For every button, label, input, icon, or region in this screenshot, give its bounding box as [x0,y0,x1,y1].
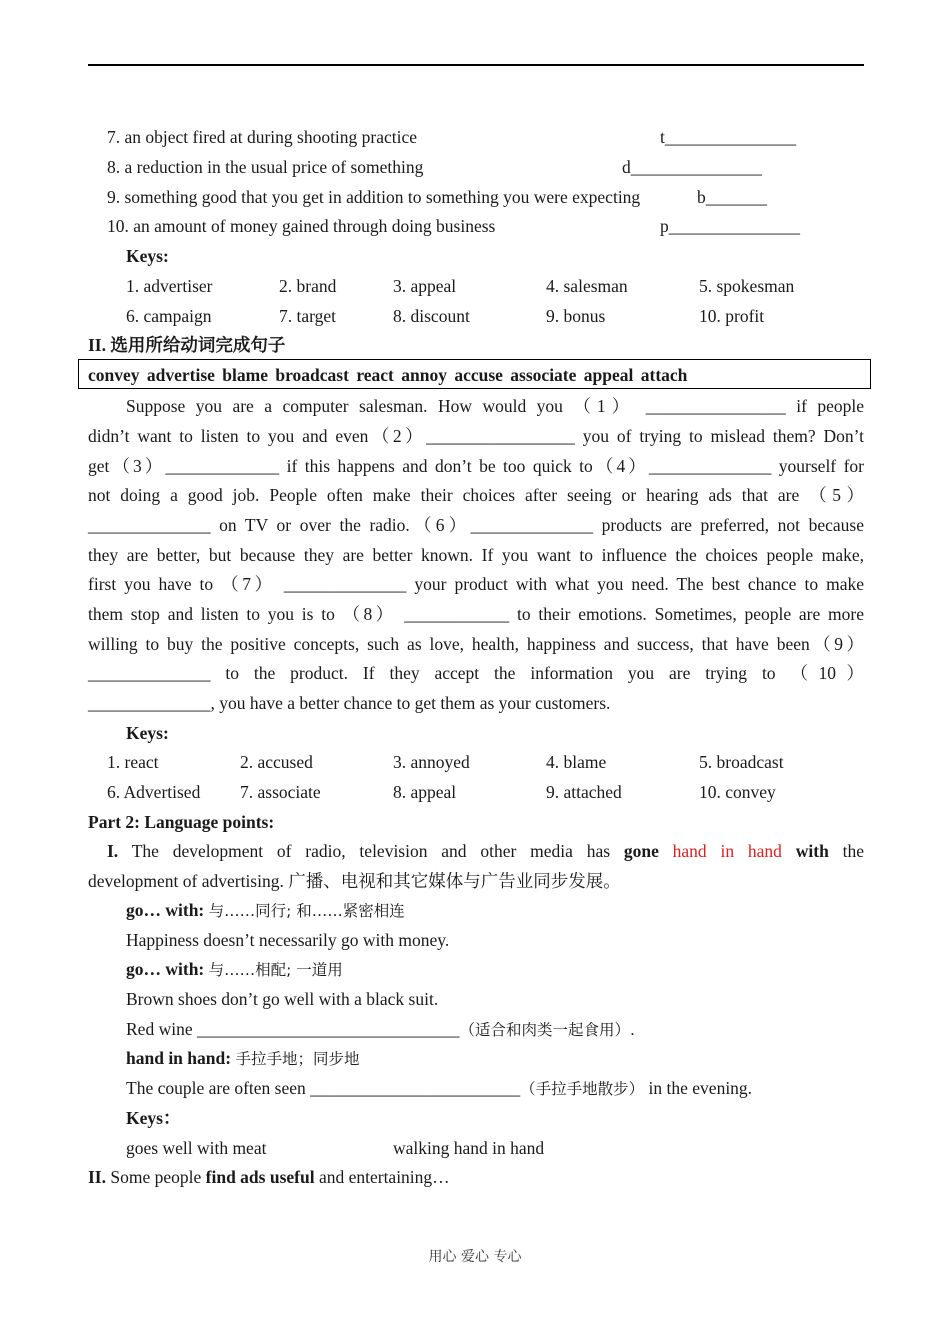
key-item: goes well with meat [126,1138,267,1158]
keys-label-2: Keys: [126,723,169,743]
key-item: 10. convey [699,782,776,802]
vocab-item-7: 7. an object fired at during shooting practice [107,127,418,147]
key-item: 3. annoyed [393,752,470,772]
page-footer: 用心 爱心 专心 [428,1249,522,1265]
example-sentence: Brown shoes don’t go well with a black suit. [126,989,439,1009]
phrase-go-with-1: go… with: 与……同行; 和……紧密相连 [126,900,405,920]
key-item: 1. advertiser [126,276,213,296]
key-item: 5. spokesman [699,276,795,296]
header-rule [88,64,864,66]
exercise-1-blank[interactable]: ______________________________ [196,1019,460,1039]
key-item: walking hand in hand [393,1138,545,1158]
exercise-2-blank[interactable]: ________________________ [310,1078,521,1098]
key-item: 5. broadcast [699,752,784,772]
part-2-title: Part 2: Language points: [88,812,275,832]
passage-line: didn’t want to listen to you and even（2）_________________ you of trying to mislead them? Don’t [88,426,864,446]
keys-label-1: Keys: [126,246,169,266]
key-item: 8. discount [393,306,470,326]
section-2-title: II. 选用所给动词完成句子 [88,335,286,355]
vocab-item-8: 8. a reduction in the usual price of something [107,157,424,177]
key-item: 9. attached [546,782,622,802]
passage-line: them stop and listen to you is to （8） ____________ to their emotions. Sometimes, people are more [88,604,864,624]
key-item: 2. brand [279,276,337,296]
passage-line: not doing a good job. People often make their choices after seeing or hearing ads that are （5） [88,485,864,505]
key-item: 6. Advertised [107,782,201,802]
vocab-blank-8[interactable]: d_______________ [622,157,762,177]
passage-line: ______________, you have a better chance to get them as your customers. [88,693,611,713]
key-item: 7. associate [240,782,321,802]
passage-line: ______________ to the product. If they accept the information you are trying to （10） [88,663,864,683]
language-point-1-line2: development of advertising. 广播、电视和其它媒体与广告业同步发展。 [88,871,621,891]
passage-line: they are better, but because they are better known. If you want to influence the choices people make, [88,545,864,565]
key-item: 4. blame [546,752,607,772]
vocab-blank-10[interactable]: p_______________ [660,216,800,236]
key-item: 2. accused [240,752,313,772]
vocab-blank-7[interactable]: t_______________ [660,127,797,147]
vocab-item-10: 10. an amount of money gained through doing business [107,216,496,236]
word-bank: convey advertise blame broadcast react annoy accuse associate appeal attach [88,365,688,385]
exercise-2: The couple are often seen ________________________（手拉手地散步） in the evening. [126,1078,753,1098]
example-sentence: Happiness doesn’t necessarily go with money. [126,930,450,950]
phrase-hand-in-hand: hand in hand: 手拉手地；同步地 [126,1048,360,1068]
passage-line: get（3）_____________ if this happens and don’t be too quick to（4）______________ yourself for [88,456,864,476]
passage-line: ______________ on TV or over the radio.（6）______________ products are preferred, not because [88,515,864,535]
keys-label-3: Keys： [126,1108,181,1128]
key-item: 1. react [107,752,159,772]
highlight-phrase: hand in hand [672,841,782,861]
key-item: 7. target [279,306,337,326]
passage-line: willing to buy the positive concepts, such as love, health, happiness and success, that have been（9） [88,634,864,654]
language-point-2: II. Some people find ads useful and entertaining… [88,1167,450,1187]
vocab-item-9: 9. something good that you get in addition to something you were expecting [107,187,641,207]
key-item: 3. appeal [393,276,457,296]
passage-line: first you have to （7） ______________ your product with what you need. The best chance to make [88,574,864,594]
exercise-1: Red wine ______________________________（适合和肉类一起食用）. [126,1019,635,1039]
key-item: 10. profit [699,306,765,326]
key-item: 9. bonus [546,306,606,326]
vocab-blank-9[interactable]: b_______ [697,187,767,207]
language-point-1: I. The development of radio, television and other media has gone hand in hand with the [107,841,865,861]
passage-line: Suppose you are a computer salesman. How would you （1） ________________ if people [126,396,864,416]
key-item: 6. campaign [126,306,212,326]
key-item: 8. appeal [393,782,457,802]
phrase-go-with-2: go… with: 与……相配; 一道用 [126,959,343,979]
key-item: 4. salesman [546,276,628,296]
